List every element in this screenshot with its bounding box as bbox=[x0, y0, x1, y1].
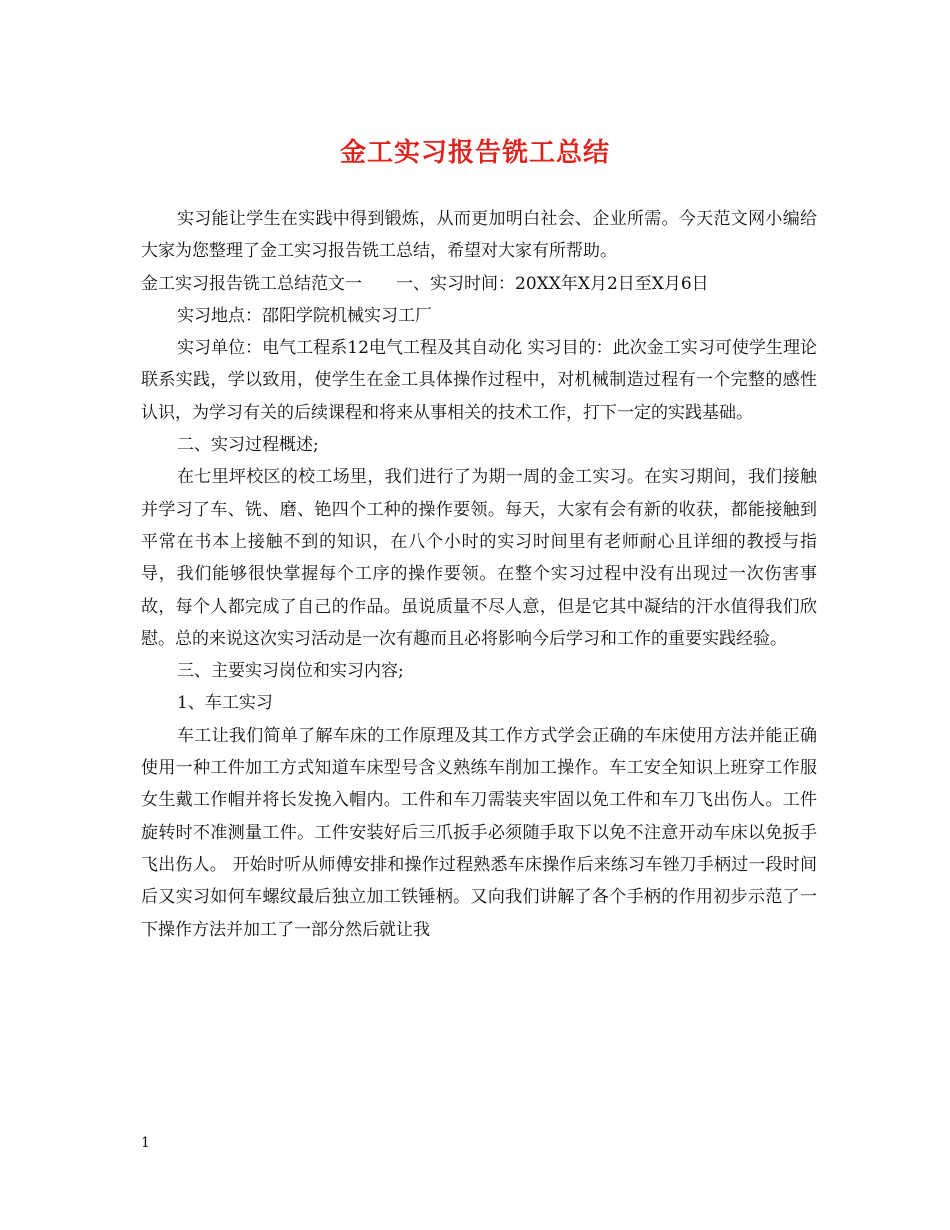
paragraph-intro: 实习能让学生在实践中得到锻炼，从而更加明白社会、企业所需。今天范文网小编给大家为您整理了金工实习报告铣工总结，希望对大家有所帮助。 bbox=[141, 209, 817, 262]
section-heading-overview: 二、实习过程概述; bbox=[177, 435, 319, 456]
subheading-lathe: 1、车工实习 bbox=[177, 693, 273, 714]
section-heading-content: 三、主要实习岗位和实习内容; bbox=[177, 661, 404, 682]
sample-title: 金工实习报告铣工总结范文一 bbox=[141, 273, 362, 294]
internship-time: 一、实习时间：20XX年X月2日至X月6日 bbox=[396, 273, 709, 294]
paragraph-overview: 在七里坪校区的校工场里，我们进行了为期一周的金工实习。在实习期间，我们接触并学习了车、铣、磨、铯四个工种的操作要领。每天，大家有会有新的收获，都能接触到平常在书本上接触不到的知识，在八个小时的实习时间里有老师耐心且详细的教授与指导，我们能够很快掌握每个工序的操作要领。在整个实习过程中没有出现过一次伤害事故，每个人都完成了自己的作品。虽说质量不尽人意，但是它其中凝结的汗水值得我们欣慰。总的来说这次实习活动是一次有趣而且必将影响今后学习和工作的重要实践经验。 bbox=[141, 467, 817, 649]
paragraph-heading-line bbox=[141, 268, 817, 300]
paragraph-lathe: 车工让我们简单了解车床的工作原理及其工作方式学会正确的车床使用方法并能正确使用一种工件加工方式知道车床型号含义熟练车削加工操作。车工安全知识上班穿工作服女生戴工作帽并将长发挽入帽内。工件和车刀需装夹牢固以免工件和车刀飞出伤人。工件旋转时不准测量工件。工件安装好后三爪扳手必须随手取下以免不注意开动车床以免扳手飞出伤人。 开始时听从师傅安排和操作过程熟悉车床操作后来练习车锉刀手柄过一段时间后又实习如何车螺纹最后独立加工铁锤柄。又向我们讲解了各个手柄的作用初步示范了一下操作方法并加工了一部分然后就让我 bbox=[141, 725, 817, 940]
paragraph-unit-purpose: 实习单位：电气工程系12电气工程及其自动化 实习目的：此次金工实习可使学生理论联系实践，学以致用，使学生在金工具体操作过程中，对机械制造过程有一个完整的感性认识，为学习有关的后续课程和将来从事相关的技术工作，打下一定的实践基础。 bbox=[141, 338, 817, 423]
paragraph-location: 实习地点：邵阳学院机械实习工厂 bbox=[177, 305, 432, 326]
document-body bbox=[141, 203, 817, 946]
page-number: 1 bbox=[141, 1135, 150, 1151]
document-title: 金工实习报告铣工总结 bbox=[339, 138, 610, 168]
